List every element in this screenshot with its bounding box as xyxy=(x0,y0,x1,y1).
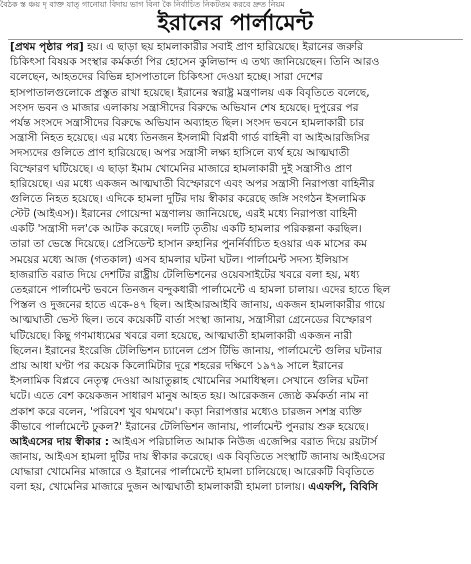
article-text: প্রকাশ করে বলেন, 'পরিবেশ খুব থমথমে'। কড়া নিরাপত্তার মধ্যেও চারজন সশস্ত্র ব্যক্তি xyxy=(10,405,362,418)
article-text: হাজরাতি বরাত দিয়ে দেশটির রাষ্ট্রীয় টেলিভিশনের ওয়েবসাইটের খবরে বলা হয়, মধ্য xyxy=(10,268,360,281)
article-line xyxy=(10,116,463,131)
article-text: ঘটে। এতে বেশ কয়েকজন সাধারণ মানুষ আহত হয়। আরেকজন জ্যেষ্ঠ কর্মকর্তা নাম না xyxy=(10,390,369,403)
article-text: ইসলামিক বিপ্লবে নেতৃত্ব দেওয়া আয়াতুল্লাহ খোমেনির সমাধিস্থল। সেখানে গুলির ঘটনা xyxy=(10,375,369,388)
article-text: প্রায় আধা ঘণ্টা পর কয়েক কিলোমিটার দূরে শহরের দক্ষিণে ১৯৭৯ সালে ইরানের xyxy=(10,359,344,372)
article-text: স্টেট (আইএস)। ইরানের গোয়েন্দা মন্ত্রণালয় জানিয়েছে, এরই মধ্যে নিরাপত্তা বাহিনী xyxy=(10,208,358,221)
article-text: ছিলেন। ইরানের ইংরেজি টেলিভিশন চ্যানেল প্রেস টিভি জানায়, পার্লামেন্টে গুলির ঘটনার xyxy=(10,344,382,357)
article-text: সদস্যদের গুলিতে প্রাণ হারিয়েছে। অপর সন্ত্রাসী লক্ষ্য হাসিলে ব্যর্থ হয়ে আত্মঘাতী xyxy=(10,147,350,160)
article-line xyxy=(10,420,463,435)
article-text: হারিয়েছে। এর মধ্যে একজন আত্মঘাতী বিস্ফোরণে এবং অপর সন্ত্রাসী নিরাপত্তা বাহিনীর xyxy=(10,177,375,190)
article-line xyxy=(10,70,463,85)
headline: ইরানের পার্লামেন্ট xyxy=(157,11,314,36)
article-text: বিস্ফোরণ ঘটিয়েছে। এ ছাড়া ইমাম খোমেনির মাজারে হামলাকারী দুই সন্ত্রাসীও প্রাণ xyxy=(10,162,352,175)
article-line xyxy=(10,146,463,161)
article-line xyxy=(10,329,463,344)
article-text: আইএস পরিচালিত আমাক নিউজ এজেন্সির বরাত দিয়ে রয়টার্স xyxy=(108,435,378,448)
article-line xyxy=(10,313,463,328)
article-line xyxy=(10,405,463,420)
article-text: তারা তা ভেস্তে দিয়েছে। প্রেসিডেন্ট হাসান রুহানির পুনর্নির্বাচিত হওয়ার এক মাসের কম xyxy=(10,238,368,251)
previous-column-fragment: বৈঠক স্ত ঞ্চয় দৃ বাক্ত যাত্ গানোয়া বিদায় ভাগ বিনা কৈ নির্বাচিত নিকটতম করবে দ্রুত নিয়ম xyxy=(0,0,285,9)
article-bold-text: আইএসের দায় স্বীকার : xyxy=(10,435,109,448)
article-line xyxy=(10,192,463,207)
article-line xyxy=(10,450,463,465)
article-line xyxy=(10,162,463,177)
article-text: পিস্তল ও দুজনের হাতে একে-৪৭ ছিল। আইআরআইবি জানায়, একজন হামলাকারীর গায়ে xyxy=(10,299,385,312)
article-text: বলা হয়, খোমেনির মাজারে দুজন আত্মঘাতী হামলাকারী হামলা চালায়। xyxy=(10,481,309,494)
article-text: ঘটিয়েছে। কিছু গণমাধ্যমের খবরে বলা হয়েছে, আত্মঘাতী হামলাকারী একজন নারী xyxy=(10,329,353,342)
article-line xyxy=(10,222,463,237)
article-text: আত্মঘাতী ভেস্ট ছিল। তবে কয়েকটি বার্তা সংস্থা জানায়, সন্ত্রাসীরা গ্রেনেডের বিস্ফোরণ xyxy=(10,314,372,327)
article-text: পর্যন্ত সংসদে সন্ত্রাসীদের বিরুদ্ধে অভিযান অব্যাহত ছিল। সংসদ ভবনে হামলাকারী চার xyxy=(10,116,365,129)
article-text: তেহরানে পার্লামেন্ট ভবনে তিনজন বন্দুকধারী পার্লামেন্টে এ হামলা চালায়। এদের হাতে ছিল xyxy=(10,284,391,296)
article-line xyxy=(10,298,463,313)
article-line xyxy=(10,359,463,374)
article-line xyxy=(10,253,463,268)
article-text: চিকিৎসা বিষয়ক সংস্থার কর্মকর্তা পির হোসেন কুলিভান্দ এ তথ্য জানিয়েছেন। তিনি আরও xyxy=(10,56,380,69)
article-line xyxy=(10,86,463,101)
article-line xyxy=(10,268,463,283)
article-line xyxy=(10,131,463,146)
article-body xyxy=(10,40,463,562)
article-line xyxy=(10,55,463,70)
article-line xyxy=(10,283,463,298)
article-text: সন্ত্রাসী নিহত হয়েছে। এর মধ্যে তিনজন ইসলামী বিপ্লবী গার্ড বাহিনী বা আইআরজিসির xyxy=(10,132,370,145)
article-bold-text: এএফপি, বিবিসি xyxy=(308,481,378,494)
article-line xyxy=(10,237,463,252)
article-text: জানায়, আইএস হামলা দুটির দায় স্বীকার করেছে। এক বিবৃতিতে সংস্থাটি জানায় আইএসের xyxy=(10,451,385,464)
article-text: যোদ্ধারা খোমেনির মাজারে ও ইরানের পার্লামেন্টে হামলা চালিয়েছে। আরেকটি বিবৃতিতে xyxy=(10,466,375,479)
article-line xyxy=(10,344,463,359)
article-line xyxy=(10,389,463,404)
article-line xyxy=(10,480,463,495)
article-text: বলেছেন, আহতদের বিভিন্ন হাসপাতালে চিকিৎসা দেওয়া হচ্ছে। সারা দেশের xyxy=(10,71,323,84)
article-line xyxy=(10,435,463,450)
article-text: গুলিতে নিহত হয়েছে। এদিকে হামলা দুটির দায় স্বীকার করেছে জঙ্গি সংগঠন ইসলামিক xyxy=(10,192,366,205)
article-text: একটি 'সন্ত্রাসী দল'কে আটক করেছে। দলটি তৃতীয় একটি হামলার পরিকল্পনা করছিল। xyxy=(10,223,362,236)
article-text: হাসপাতালগুলোকে প্রস্তুত রাখা হয়েছে। ইরানের স্বরাষ্ট্র মন্ত্রণালয় এক বিবৃতিতে বলেছে, xyxy=(10,86,370,99)
article-line xyxy=(10,465,463,480)
article-text: হয়। এ ছাড়া ছয় হামলাকারীর সবাই প্রাণ হারিয়েছে। ইরানের জরুরি xyxy=(83,41,364,53)
article-bold-text: [প্রথম পৃষ্ঠার পর] xyxy=(10,41,84,53)
article-line xyxy=(10,374,463,389)
article-text: কীভাবে পার্লামেন্টে ঢুকল?' ইরানের টেলিভিশন জানায়, পার্লামেন্ট পুনরায় শুরু হয়েছে। xyxy=(10,420,369,433)
article-text: সময়ের মধ্যে আজ (গতকাল) এসব হামলার ঘটনা ঘটল। পার্লামেন্ট সদস্য ইলিয়াস xyxy=(10,253,349,266)
article-line xyxy=(10,101,463,116)
article-line xyxy=(10,40,463,55)
article-line xyxy=(10,207,463,222)
article-text: সংসদ ভবন ও মাজার এলাকায় সন্ত্রাসীদের বিরুদ্ধে অভিযান শেষ হয়েছে। দুপুরের পর xyxy=(10,101,359,114)
article-line xyxy=(10,177,463,192)
